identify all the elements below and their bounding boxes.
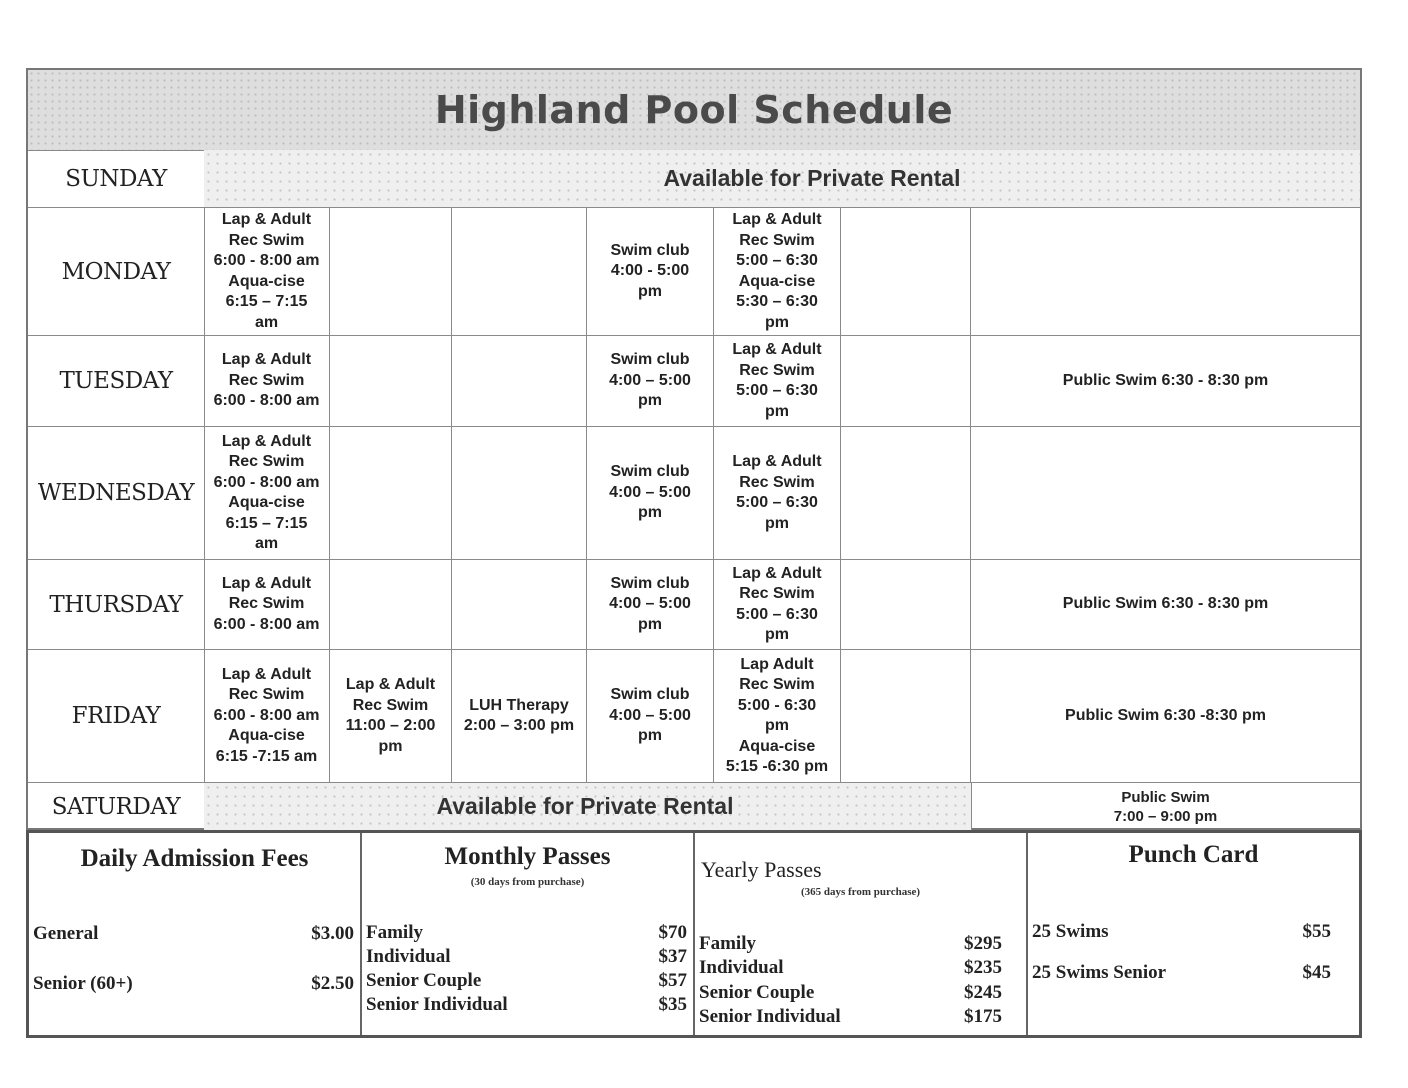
- friday-evening-cell: [714, 650, 841, 782]
- thursday-lap-cell: [204, 560, 330, 649]
- monday-empty-cell-7: [971, 208, 1360, 335]
- yearly-pass-item: [699, 1006, 1002, 1028]
- friday-lap-text: Lap & Adult Rec Swim 6:00 - 8:00 am Aqua-cise 6:15 -7:15 am: [213, 665, 320, 765]
- monthly-pass-price: $57: [658, 970, 687, 991]
- monday-swim-club-text: Swim club 4:00 - 5:00 pm: [610, 241, 690, 300]
- tuesday-public-text: Public Swim 6:30 - 8:30 pm: [1062, 371, 1269, 389]
- yearly-pass-price: $235: [964, 957, 1002, 978]
- daily-fee-label: Senior (60+): [33, 973, 133, 994]
- punch-card-item: [1032, 921, 1331, 943]
- friday-swim-club-text: Swim club 4:00 – 5:00 pm: [609, 686, 691, 745]
- monthly-pass-price: $37: [658, 946, 687, 967]
- yearly-passes-column: [695, 833, 1028, 1035]
- friday-public-text: Public Swim 6:30 -8:30 pm: [1065, 706, 1266, 724]
- saturday-public-cell: [971, 783, 1360, 830]
- tuesday-empty-cell-6: [841, 336, 971, 426]
- yearly-pass-item: [699, 933, 1002, 955]
- friday-public-cell: [971, 650, 1360, 782]
- punch-card-label: 25 Swims: [1032, 921, 1109, 942]
- tuesday-empty-cell-3: [452, 336, 587, 426]
- punch-card-label: 25 Swims Senior: [1032, 962, 1167, 983]
- wednesday-empty-cell-7: [971, 427, 1360, 559]
- day-label-tuesday: TUESDAY: [28, 336, 205, 426]
- monday-lap-cell: [204, 208, 330, 335]
- day-label-wednesday: WEDNESDAY: [28, 427, 205, 559]
- monthly-pass-label: Family: [366, 922, 423, 943]
- tuesday-evening-cell: [714, 336, 841, 426]
- punch-card-price: $55: [1302, 921, 1331, 942]
- day-label-monday: MONDAY: [28, 208, 205, 335]
- monthly-pass-price: $35: [658, 994, 687, 1015]
- row-monday: [28, 208, 1360, 336]
- title-bar: [28, 70, 1360, 151]
- monday-empty-cell-3: [452, 208, 587, 335]
- thursday-empty-cell-3: [452, 560, 587, 649]
- yearly-pass-price: $175: [964, 1006, 1002, 1027]
- monthly-pass-label: Individual: [366, 946, 451, 967]
- wednesday-lap-cell: [204, 427, 330, 559]
- monthly-pass-item: [366, 994, 687, 1016]
- daily-fee-item: [33, 973, 354, 995]
- thursday-empty-cell-6: [841, 560, 971, 649]
- row-sunday: [28, 150, 1360, 208]
- thursday-public-cell: [971, 560, 1360, 649]
- row-tuesday: [28, 336, 1360, 427]
- punch-card-item: [1032, 962, 1331, 984]
- friday-evening-text: Lap Adult Rec Swim 5:00 - 6:30 pm Aqua-cise 5:15 -6:30 pm: [725, 655, 829, 775]
- thursday-empty-cell-2: [330, 560, 452, 649]
- saturday-public-text: Public Swim 7:00 – 9:00 pm: [1113, 788, 1218, 825]
- thursday-public-text: Public Swim 6:30 - 8:30 pm: [1062, 595, 1269, 613]
- yearly-passes-note: (365 days from purchase): [800, 886, 921, 898]
- punch-card-heading: Punch Card: [1128, 841, 1259, 868]
- monthly-pass-price: $70: [658, 922, 687, 943]
- wednesday-empty-cell-6: [841, 427, 971, 559]
- page-title: Highland Pool Schedule: [434, 88, 954, 132]
- friday-midday-text: Lap & Adult Rec Swim 11:00 – 2:00 pm: [345, 676, 436, 755]
- daily-fee-price: $3.00: [311, 923, 354, 944]
- monday-swim-club-cell: [587, 208, 714, 335]
- sunday-rental-cell: [204, 150, 1360, 207]
- yearly-pass-label: Family: [699, 933, 756, 954]
- thursday-swim-club-cell: [587, 560, 714, 649]
- yearly-pass-label: Individual: [699, 957, 784, 978]
- friday-swim-club-cell: [587, 650, 714, 782]
- punch-card-price: $45: [1302, 962, 1331, 983]
- saturday-rental-text: Available for Private Rental: [436, 793, 734, 819]
- monthly-pass-label: Senior Couple: [366, 970, 482, 991]
- wednesday-empty-cell-2: [330, 427, 452, 559]
- thursday-evening-cell: [714, 560, 841, 649]
- wednesday-swim-club-cell: [587, 427, 714, 559]
- yearly-passes-heading: Yearly Passes: [701, 857, 822, 882]
- monday-lap-text: Lap & Adult Rec Swim 6:00 - 8:00 am Aqua-cise 6:15 – 7:15 am: [213, 211, 320, 331]
- row-thursday: [28, 560, 1360, 650]
- day-label-saturday: SATURDAY: [28, 783, 205, 830]
- monday-empty-cell-6: [841, 208, 971, 335]
- thursday-lap-text: Lap & Adult Rec Swim 6:00 - 8:00 am: [213, 574, 320, 633]
- yearly-pass-item: [699, 957, 1002, 979]
- sunday-rental-text: Available for Private Rental: [663, 165, 961, 191]
- monthly-pass-item: [366, 946, 687, 968]
- monday-evening-cell: [714, 208, 841, 335]
- wednesday-evening-text: Lap & Adult Rec Swim 5:00 – 6:30 pm: [732, 453, 822, 532]
- monthly-pass-item: [366, 922, 687, 944]
- daily-fee-item: [33, 923, 354, 945]
- daily-fees-column: [29, 833, 362, 1035]
- thursday-swim-club-text: Swim club 4:00 – 5:00 pm: [609, 574, 691, 633]
- day-label-thursday: THURSDAY: [28, 560, 205, 649]
- tuesday-swim-club-text: Swim club 4:00 – 5:00 pm: [609, 351, 691, 410]
- saturday-rental-cell: [204, 783, 972, 830]
- monthly-passes-note: (30 days from purchase): [470, 876, 585, 888]
- tuesday-swim-club-cell: [587, 336, 714, 426]
- punch-card-column: [1028, 833, 1359, 1035]
- monthly-passes-heading: Monthly Passes: [444, 843, 611, 870]
- tuesday-lap-cell: [204, 336, 330, 426]
- tuesday-empty-cell-2: [330, 336, 452, 426]
- wednesday-swim-club-text: Swim club 4:00 – 5:00 pm: [609, 463, 691, 522]
- row-wednesday: [28, 427, 1360, 560]
- day-label-friday: FRIDAY: [28, 650, 205, 782]
- row-friday: [28, 650, 1360, 783]
- monthly-passes-column: [362, 833, 695, 1035]
- tuesday-public-cell: [971, 336, 1360, 426]
- fees-table: [26, 830, 1362, 1038]
- wednesday-lap-text: Lap & Adult Rec Swim 6:00 - 8:00 am Aqua-cise 6:15 – 7:15 am: [213, 432, 320, 552]
- wednesday-evening-cell: [714, 427, 841, 559]
- thursday-evening-text: Lap & Adult Rec Swim 5:00 – 6:30 pm: [732, 564, 822, 643]
- friday-therapy-text: LUH Therapy 2:00 – 3:00 pm: [463, 696, 575, 734]
- yearly-pass-price: $295: [964, 933, 1002, 954]
- friday-empty-cell-6: [841, 650, 971, 782]
- tuesday-lap-text: Lap & Adult Rec Swim 6:00 - 8:00 am: [213, 351, 320, 410]
- daily-fees-heading: Daily Admission Fees: [80, 845, 309, 872]
- daily-fee-price: $2.50: [311, 973, 354, 994]
- yearly-pass-label: Senior Individual: [699, 1006, 841, 1027]
- tuesday-evening-text: Lap & Adult Rec Swim 5:00 – 6:30 pm: [732, 341, 822, 420]
- friday-lap-cell: [204, 650, 330, 782]
- wednesday-empty-cell-3: [452, 427, 587, 559]
- day-label-sunday: SUNDAY: [28, 150, 205, 207]
- daily-fee-label: General: [33, 923, 99, 944]
- schedule-table: [26, 68, 1362, 830]
- yearly-pass-price: $245: [964, 982, 1002, 1003]
- monday-evening-text: Lap & Adult Rec Swim 5:00 – 6:30 Aqua-cise 5:30 – 6:30 pm: [732, 211, 822, 331]
- row-saturday: [28, 783, 1360, 830]
- yearly-pass-item: [699, 982, 1002, 1004]
- friday-midday-cell: [330, 650, 452, 782]
- monthly-pass-item: [366, 970, 687, 992]
- monday-empty-cell-2: [330, 208, 452, 335]
- friday-therapy-cell: [452, 650, 587, 782]
- yearly-pass-label: Senior Couple: [699, 982, 815, 1003]
- monthly-pass-label: Senior Individual: [366, 994, 508, 1015]
